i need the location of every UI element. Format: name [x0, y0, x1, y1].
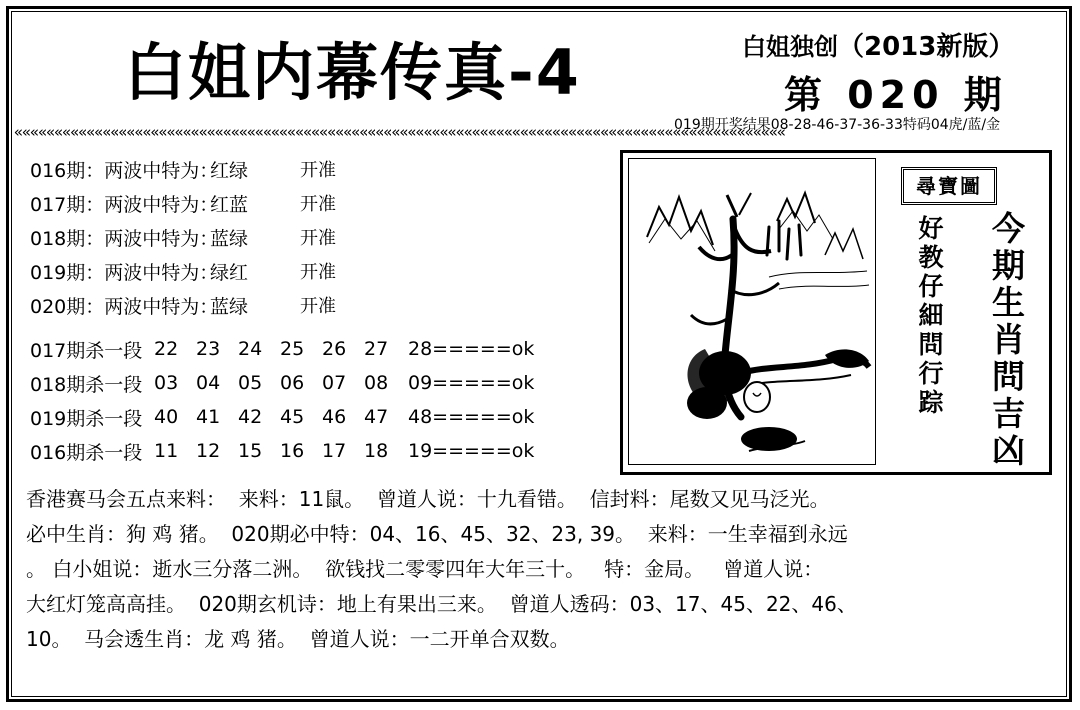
kill-row-num: 15	[238, 440, 263, 462]
kill-row-num: 23	[196, 338, 221, 360]
body-line-4: 大红灯笼高高挂。 020期玄机诗：地上有果出三来。 曾道人透码：03、17、45、22、46、	[26, 592, 857, 616]
kill-row-tail: 28=====ok	[408, 338, 535, 360]
wave-row-status: 开准	[300, 228, 336, 249]
wave-row-label: 017期：两波中特为：	[30, 193, 219, 216]
kill-row-label: 017期杀一段	[30, 339, 143, 362]
kill-row-num: 42	[238, 406, 263, 428]
kill-row-num: 25	[280, 338, 305, 360]
kill-row-label: 019期杀一段	[30, 407, 143, 430]
wave-row-value: 绿红	[210, 261, 249, 284]
kill-row-num: 24	[238, 338, 263, 360]
vertical-couplet-big: 今期生肖問吉凶	[987, 211, 1026, 470]
kill-row-num: 41	[196, 406, 221, 428]
wave-row-status: 开准	[300, 262, 336, 283]
kill-row-num: 22	[154, 338, 179, 360]
kill-row-num: 11	[154, 440, 179, 462]
kill-row-num: 05	[238, 372, 263, 394]
kill-row-num: 17	[322, 440, 347, 462]
treasure-map-panel	[620, 150, 1052, 475]
page-header	[14, 14, 1064, 133]
wave-row-label: 016期：两波中特为：	[30, 159, 219, 182]
decorative-wave-rule: ««««««««««««««««««««««««««««««««««««««««««««««««««««««««««««««««««««««««««««««««««««««««««««««««	[14, 126, 785, 138]
table-row	[30, 220, 610, 254]
ink-painting-svg	[629, 159, 875, 464]
wave-row-status: 开准	[300, 160, 336, 181]
kill-row-num: 26	[322, 338, 347, 360]
body-line-2: 必中生肖：狗 鸡 猪。 020期必中特：04、16、45、32、23, 39。 来料：一生幸福到永远	[26, 522, 848, 546]
previous-result-line: 019期开奖结果08-28-46-37-36-33特码04虎/蓝/金	[674, 117, 1001, 133]
brand-line	[742, 26, 1014, 63]
table-row	[30, 434, 610, 468]
wave-row-value: 蓝绿	[210, 295, 249, 318]
wave-row-value: 蓝绿	[210, 227, 249, 250]
kill-row-num: 40	[154, 406, 179, 428]
kill-row-num: 04	[196, 372, 221, 394]
kill-row-num: 18	[364, 440, 389, 462]
table-row	[30, 152, 610, 186]
wave-row-value: 红绿	[210, 159, 249, 182]
page-title: 白姐内幕传真-4	[124, 36, 581, 109]
bottom-text-block	[26, 482, 1052, 657]
vertical-couplet-small: 好教仔細問行踪	[915, 215, 944, 418]
kill-row-label: 016期杀一段	[30, 441, 143, 464]
kill-row-label: 018期杀一段	[30, 373, 143, 396]
kill-row-tail: 19=====ok	[408, 440, 535, 462]
seal-stamp: 尋寶圖	[901, 167, 997, 205]
table-row	[30, 400, 610, 434]
kill-row-tail: 09=====ok	[408, 372, 535, 394]
body-line-3: 。 白小姐说：逝水三分落二洲。 欲钱找二零零四年大年三十。 特：金局。 曾道人说：	[26, 557, 824, 581]
kill-row-tail: 48=====ok	[408, 406, 535, 428]
kill-row-num: 08	[364, 372, 389, 394]
body-line-1: 香港赛马会五点来料： 来料：11鼠。 曾道人说：十九看错。 信封料：尾数又见马泛光。	[26, 487, 830, 511]
table-row	[30, 186, 610, 220]
kill-row-num: 16	[280, 440, 305, 462]
kill-row-num: 45	[280, 406, 305, 428]
table-row	[30, 366, 610, 400]
version-label: （2013新版）	[838, 32, 1015, 62]
wave-row-label: 018期：两波中特为：	[30, 227, 219, 250]
table-row	[30, 254, 610, 288]
ink-painting	[628, 158, 876, 465]
issue-number: 第 020 期	[784, 73, 1008, 117]
wave-row-label: 020期：两波中特为：	[30, 295, 219, 318]
brand-label: 白姐独创	[742, 33, 838, 61]
wave-row-value: 红蓝	[210, 193, 249, 216]
kill-row-num: 46	[322, 406, 347, 428]
wave-row-label: 019期：两波中特为：	[30, 261, 219, 284]
kill-row-num: 07	[322, 372, 347, 394]
kill-row-num: 12	[196, 440, 221, 462]
kill-row-num: 47	[364, 406, 389, 428]
kill-row-num: 06	[280, 372, 305, 394]
kill-row-num: 03	[154, 372, 179, 394]
table-row	[30, 288, 610, 322]
kill-row-num: 27	[364, 338, 389, 360]
table-row	[30, 332, 610, 366]
prediction-list	[30, 152, 610, 468]
wave-row-status: 开准	[300, 194, 336, 215]
body-line-5: 10。 马会透生肖：龙 鸡 猪。 曾道人说：一二开单合双数。	[26, 627, 570, 651]
wave-row-status: 开准	[300, 296, 336, 317]
